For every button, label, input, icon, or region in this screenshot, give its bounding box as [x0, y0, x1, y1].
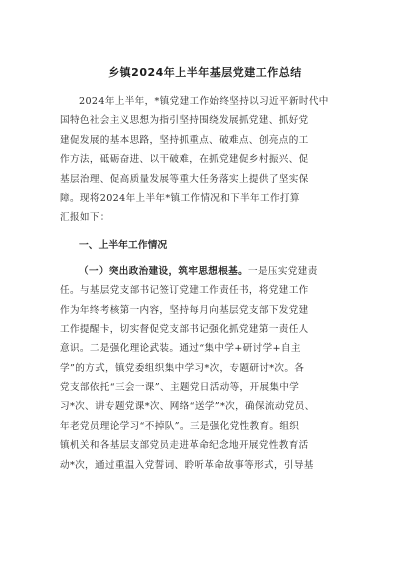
intro-line: 障。现将2024年上半年*镇工作情况和下半年工作打算 [60, 192, 300, 204]
paragraph-line: 意识。二是强化理论武装。通过“集中学+研讨学+自主 [60, 343, 301, 355]
paragraph-line: 任。与基层党支部书记签订党建工作责任书，将党建工作 [60, 285, 309, 297]
paragraph-line: 镇机关和各基层支部党员走进革命纪念地开展党性教育活 [60, 440, 309, 452]
intro-line: 国特色社会主义思想为指引坚持围绕发展抓党建、抓好党 [60, 115, 309, 127]
paragraph-line: 年老党员理论学习“不掉队”。三是强化党性教育。组织 [60, 420, 300, 432]
document-title: 乡镇2024年上半年基层党建工作总结 [108, 66, 302, 79]
intro-line: 汇报如下： [60, 212, 110, 224]
intro-line: 2024年上半年，*镇党建工作始终坚持以习近平新时代中 [79, 96, 329, 107]
subsection-heading: （一）突出政治建设，筑牢思想根基。 [79, 265, 249, 277]
paragraph-line: 学”的方式，镇党委组织集中学习*次，专题研讨*次。各 [60, 362, 305, 374]
paragraph-line: 工作提醒卡，切实督促党支部书记强化抓党建第一责任人 [60, 323, 309, 335]
subsection-first-line [60, 262, 350, 281]
subsection-first-text: 一是压实党建责 [248, 265, 318, 277]
intro-line: 建促发展的基本思路，坚持抓重点、破难点、创亮点的工 [60, 134, 309, 146]
paragraph-line: 习*次、讲专题党课*次、网络“送学”*次，确保流动党员、 [60, 401, 315, 413]
paragraph-line: 党支部依托“三会一课”、主题党日活动等，开展集中学 [60, 382, 300, 394]
intro-line: 基层治理、促高质量发展等重大任务落实上提供了坚实保 [60, 173, 309, 185]
paragraph-line: 动*次，通过重温入党誓词、聆听革命故事等形式，引导基 [60, 459, 314, 471]
paragraph-line: 作为年终考核第一内容，坚持每月向基层党支部下发党建 [60, 304, 309, 316]
intro-line: 作方法，砥砺奋进、以干破难，在抓党建促乡村振兴、促 [60, 154, 309, 166]
document-body [60, 92, 350, 475]
section-heading: 一、上半年工作情况 [79, 239, 168, 251]
